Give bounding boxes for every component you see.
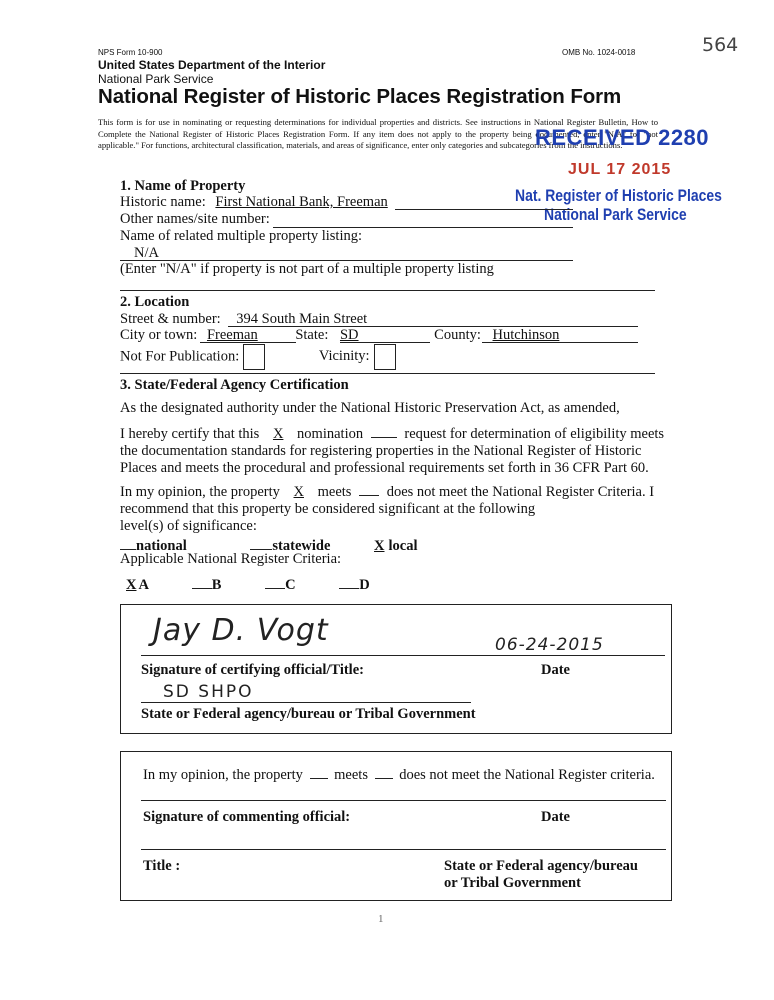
comment-opinion-b: meets [334, 767, 368, 783]
related-listing-note: (Enter "N/A" if property is not part of a multiple property listing [120, 261, 494, 277]
criteria-a: A [138, 577, 149, 593]
commenting-signature-label: Signature of commenting official: [143, 809, 351, 825]
comment-opinion [143, 764, 655, 784]
meets-mark: X [293, 484, 304, 500]
comment-opinion-a: In my opinion, the property [143, 767, 303, 783]
related-listing-value: N/A [134, 245, 159, 261]
commenting-agency-label-2: or Tribal Government [444, 875, 581, 891]
commenting-agency-label-1: State or Federal agency/bureau [444, 858, 638, 874]
criteria-row [120, 574, 370, 594]
criteria-a-mark: X [126, 577, 137, 593]
instructions: This form is for use in nominating or requesting determinations for individual properties and districts. See instructions in National Register Bulletin, How to Complete the National Register of Historic Places Registration Form. If any item does not apply to the property being documented, enter "N/A" for "not applicable." For functions, architectural classification, materials, and areas of significance, enter only categories and subcategories from the instructions. [98, 117, 658, 150]
agency-value: SD SHPO [163, 682, 254, 702]
city-label: City or town: [120, 327, 198, 343]
nomination-mark: X [272, 426, 284, 442]
section1-heading: 1. Name of Property [120, 178, 246, 194]
comment-box [120, 751, 672, 901]
city-value: Freeman [206, 327, 258, 343]
commenting-date-label: Date [541, 809, 570, 825]
p2-text-c: request for determination of eligibility meets [404, 426, 665, 442]
omb-number: OMB No. 1024-0018 [562, 48, 636, 57]
level-national: national [136, 538, 187, 554]
certifying-signature-label: Signature of certifying official/Title: [141, 662, 364, 678]
p2-text-d: the documentation standards for registering properties in the National Register of Historic [120, 443, 642, 459]
section3-p3 [120, 481, 660, 535]
p3-text-a: In my opinion, the property [120, 484, 280, 500]
signature-image: Jay D. Vogt [153, 613, 329, 648]
service: National Park Service [98, 72, 214, 86]
historic-name-value: First National Bank, Freeman [215, 194, 388, 210]
certification-date-label: Date [541, 662, 570, 678]
street-label: Street & number: [120, 311, 221, 327]
p2-text-e: Places and meets the procedural and professional requirements set forth in 36 CFR Part 60. [120, 460, 649, 476]
stamp-org-line1: Nat. Register of Historic Places [515, 186, 722, 205]
stamp-org-line2: National Park Service [544, 205, 687, 224]
state-label: State: [295, 327, 329, 343]
section2-heading: 2. Location [120, 294, 190, 310]
criteria-b: B [211, 577, 222, 593]
nfp-checkbox[interactable] [243, 344, 265, 370]
received-stamp: RECEIVED 2280 [535, 125, 710, 150]
certifying-agency-label: State or Federal agency/bureau or Tribal Government [141, 706, 476, 722]
department: United States Department of the Interior [98, 58, 326, 72]
section3-p2 [120, 423, 665, 477]
comment-opinion-c: does not meet the National Register criteria. [399, 767, 655, 783]
p3-text-d: recommend that this property be considered significant at the following [120, 501, 536, 517]
page-title: National Register of Historic Places Registration Form [98, 85, 622, 108]
historic-name-row [120, 194, 388, 211]
form-number: NPS Form 10-900 [98, 48, 163, 57]
related-listing-label: Name of related multiple property listing: [120, 228, 363, 244]
level-local-mark: X [374, 538, 385, 554]
county-value: Hutchinson [492, 327, 560, 343]
nfp-label: Not For Publication: [120, 348, 240, 365]
certification-box [120, 604, 672, 734]
level-local: local [388, 538, 418, 554]
state-value: SD [339, 327, 359, 343]
street-value: 394 South Main Street [236, 311, 368, 327]
stamp-date: JUL 17 2015 [568, 161, 672, 178]
historic-name-label: Historic name: [120, 194, 206, 210]
vicinity-checkbox[interactable] [374, 344, 396, 370]
criteria-label: Applicable National Register Criteria: [120, 551, 342, 567]
criteria-d: D [359, 577, 370, 593]
certification-date-value: 06-24-2015 [495, 635, 604, 655]
vicinity-label: Vicinity: [318, 348, 370, 365]
level-statewide: statewide [272, 538, 331, 554]
page-mark: 564 [702, 34, 739, 56]
p2-text-a: I hereby certify that this [120, 426, 260, 442]
page-number: 1 [378, 913, 384, 925]
commenting-title-label: Title : [143, 858, 181, 874]
p3-text-c: does not meet the National Register Criteria. I [386, 484, 655, 500]
p3-text-b: meets [317, 484, 352, 500]
section3-heading: 3. State/Federal Agency Certification [120, 377, 349, 393]
county-label: County: [434, 327, 481, 343]
p2-text-b: nomination [297, 426, 364, 442]
p3-text-e: level(s) of significance: [120, 518, 257, 534]
publication-row [120, 344, 396, 370]
criteria-c: C [285, 577, 296, 593]
section3-p1: As the designated authority under the National Historic Preservation Act, as amended, [120, 400, 620, 416]
other-names-label: Other names/site number: [120, 211, 270, 227]
